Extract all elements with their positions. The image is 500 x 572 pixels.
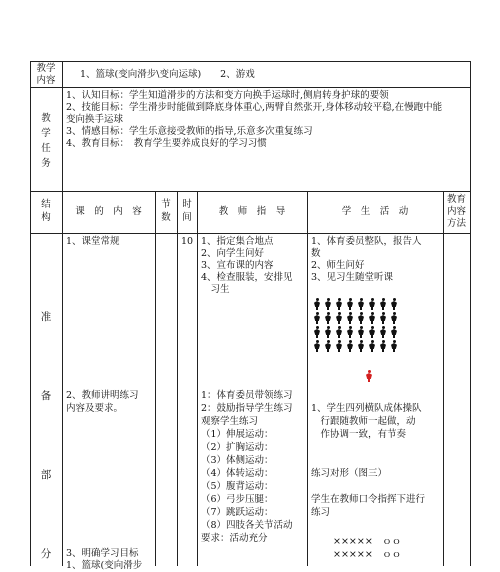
student-figure-icon [336, 312, 342, 324]
structure-header-2: 构 [41, 212, 51, 223]
formation-row-1: ××××× ｏｏ [333, 536, 402, 547]
rule-student-col [443, 191, 444, 566]
student-figure-icon [314, 298, 320, 310]
student-figure-icon [336, 326, 342, 338]
student-figure-icon [358, 326, 364, 338]
teacher-b-5: （2）扩胸运动： [201, 442, 274, 453]
teacher-b-4: （1）伸展运动： [201, 429, 274, 440]
teacher-figure-icon [366, 370, 372, 382]
content-header: 课 的 内 容 [75, 206, 142, 217]
student-b-3: 作协调一致，有节奏 [311, 429, 407, 440]
teacher-a-3: 3、宣布课的内容 [201, 260, 274, 271]
task-line-4: 3、情感目标：学生乐意接受教师的指导,乐意多次重复练习 [66, 126, 313, 137]
student-figure-icon [325, 340, 331, 352]
student-figure-icon [391, 298, 397, 310]
rule-content-col [155, 191, 156, 566]
prep-time: 10 [180, 236, 194, 247]
teaching-content-text: 1、篮球(变向滑步\变向运球) 2、游戏 [80, 69, 255, 80]
teacher-b-6: （3）体侧运动： [201, 455, 274, 466]
student-figure-icon [391, 340, 397, 352]
teacher-b-7: （4）体转运动： [201, 468, 274, 479]
student-figure-icon [380, 340, 386, 352]
student-a-1: 1、体育委员整队，报告人 [311, 236, 422, 247]
student-figure-icon [358, 340, 364, 352]
student-figure-icon [380, 312, 386, 324]
rule-label-col [62, 61, 63, 566]
student-figure-icon [347, 340, 353, 352]
student-figure-icon [336, 340, 342, 352]
content-item-2-line1: 2、教师讲明练习 [66, 390, 139, 401]
teacher-a-4: 4、检查服装，安排见 [201, 272, 293, 283]
teacher-a-2: 2、向学生问好 [201, 248, 265, 259]
student-a-2: 数 [311, 248, 321, 259]
student-figure-icon [380, 326, 386, 338]
method-header-3: 方法 [446, 218, 466, 229]
rule-after-content [30, 87, 470, 88]
content-label-line1: 教学 [36, 63, 56, 74]
content-item-1: 1、课堂常规 [66, 236, 120, 247]
task-line-5: 4、教育目标： 教育学生要养成良好的学习习惯 [66, 138, 267, 149]
teacher-b-8: （5）腹背运动： [201, 481, 274, 492]
student-figure-icon [347, 326, 353, 338]
task-line-2: 2、技能目标：学生滑步时能做到降底身体重心,两臂自然张开,身体移动较平稳,在慢跑中能 [66, 102, 443, 113]
rule-after-header [30, 233, 470, 234]
content-item-2-line2: 内容及要求。 [66, 403, 124, 414]
teacher-b-10: （7）跳跃运动： [201, 507, 274, 518]
teacher-b-11: （8）四肢各关节活动 [201, 520, 293, 531]
student-figure-icon [358, 312, 364, 324]
method-header-2: 内容 [446, 206, 466, 217]
student-c-4: 练习 [311, 507, 331, 518]
prep-label-char1: 准 [40, 311, 52, 323]
content-item-3-line2: 1、篮球(变向滑步 [66, 560, 143, 571]
student-figure-icon [369, 312, 375, 324]
student-a-4: 3、见习生随堂听课 [311, 272, 394, 283]
sessions-header-2: 数 [161, 212, 171, 223]
teacher-b-1: 1：体育委员带领练习 [201, 390, 293, 401]
tasks-label-char3: 任 [41, 143, 51, 154]
task-line-1: 1、认知目标：学生知道滑步的方法和变方向换手运球时,侧肩转身护球的要领 [66, 90, 389, 101]
student-a-3: 2、师生问好 [311, 260, 365, 271]
student-figure-icon [347, 298, 353, 310]
prep-label-char4: 分 [40, 548, 52, 560]
student-figure-icon [325, 298, 331, 310]
method-header-1: 教育 [446, 194, 466, 205]
student-figure-icon [314, 326, 320, 338]
teacher-b-9: （6）弓步压腿： [201, 494, 274, 505]
student-figure-icon [391, 312, 397, 324]
rule-time-col [197, 191, 198, 566]
prep-label-char3: 部 [40, 469, 52, 481]
content-item-3-line1: 3、明确学习目标 [66, 548, 139, 559]
teacher-b-12: 要求：活动充分 [201, 533, 268, 544]
formation-diagram [314, 298, 439, 388]
tasks-label-char4: 务 [41, 158, 51, 169]
student-b-1: 1、学生四列横队成体操队 [311, 403, 422, 414]
student-b-2: 行跟随教师一起做，动 [311, 416, 416, 427]
student-c-1: 练习对形（图三） [311, 468, 388, 479]
student-figure-icon [391, 326, 397, 338]
student-figure-icon [325, 312, 331, 324]
teacher-b-2: 2：鼓励指导学生练习 [201, 403, 293, 414]
rule-teacher-col [307, 191, 308, 566]
teacher-header: 教 师 指 导 [218, 206, 286, 217]
student-figure-icon [314, 340, 320, 352]
rule-after-tasks [30, 191, 470, 192]
student-header: 学 生 活 动 [341, 206, 409, 217]
formation-row-2: ××××× ｏｏ [333, 549, 402, 560]
task-line-3: 变向换手运球 [66, 114, 124, 125]
student-figure-icon [369, 326, 375, 338]
content-label-line2: 内容 [36, 75, 56, 86]
structure-header-1: 结 [41, 199, 51, 210]
rule-right [470, 61, 471, 566]
student-figure-icon [358, 298, 364, 310]
tasks-label-char1: 教 [41, 113, 51, 124]
student-figure-icon [325, 326, 331, 338]
sessions-header-1: 节 [161, 199, 171, 210]
time-header-1: 时 [182, 199, 192, 210]
rule-top [30, 61, 470, 62]
student-figure-icon [314, 312, 320, 324]
student-figure-icon [347, 312, 353, 324]
teacher-b-3: 观察学生练习 [201, 416, 259, 427]
time-header-2: 间 [182, 212, 192, 223]
tasks-label-char2: 学 [41, 128, 51, 139]
student-figure-icon [369, 298, 375, 310]
student-figure-icon [369, 340, 375, 352]
teacher-a-5: 习生 [201, 284, 230, 295]
student-figure-icon [336, 298, 342, 310]
student-c-3: 学生在教师口令指挥下进行 [311, 494, 426, 505]
prep-label-char2: 备 [40, 390, 52, 402]
teacher-a-1: 1、指定集合地点 [201, 236, 274, 247]
student-figure-icon [380, 298, 386, 310]
